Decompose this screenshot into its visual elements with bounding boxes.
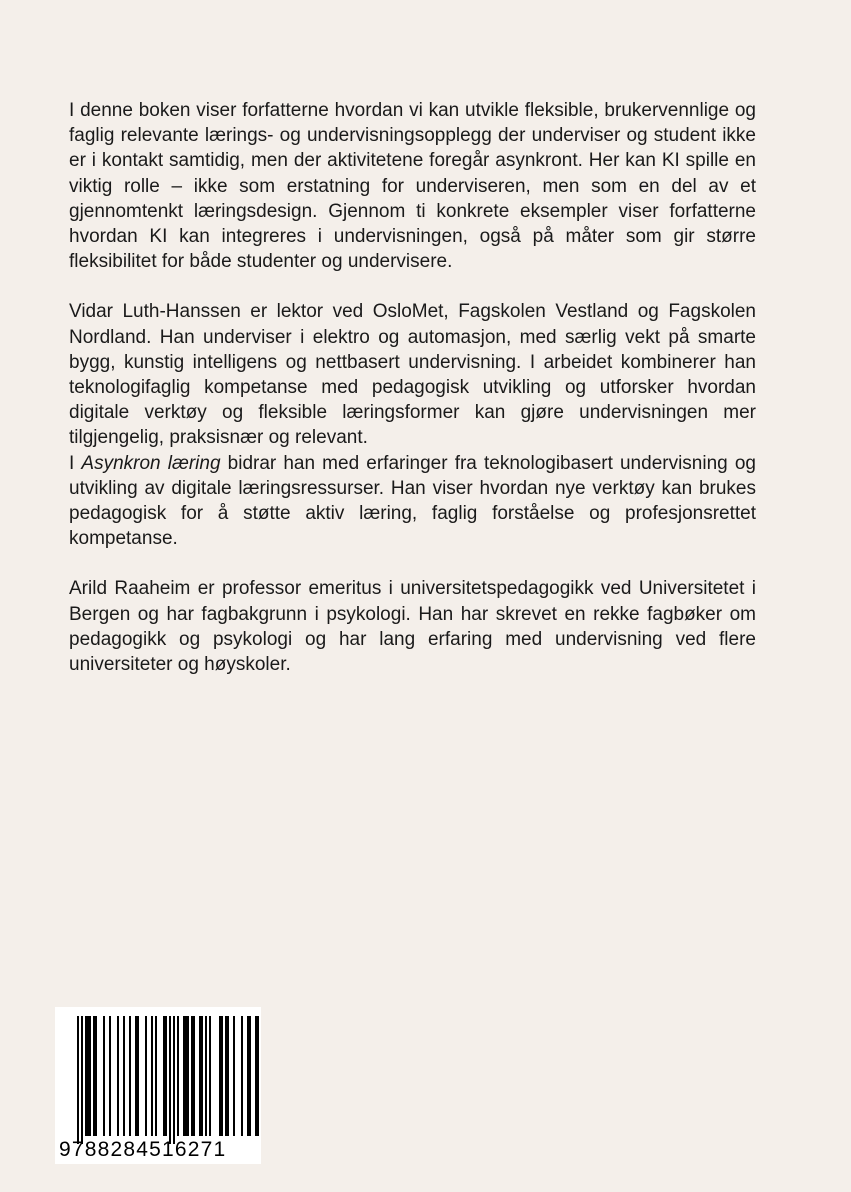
barcode-bar — [103, 1016, 105, 1136]
barcode-bar — [151, 1016, 153, 1136]
barcode-bar — [137, 1016, 139, 1136]
barcode-bar — [89, 1016, 91, 1136]
barcode-bar — [117, 1016, 119, 1136]
back-cover-text — [69, 98, 756, 677]
barcode-bar — [241, 1016, 243, 1136]
barcode-bar — [219, 1016, 221, 1136]
barcode-bar — [95, 1016, 97, 1136]
barcode-bar — [249, 1016, 251, 1136]
isbn-number: 9788284516271 — [59, 1138, 227, 1161]
barcode-bar — [109, 1016, 111, 1136]
barcode-bar — [129, 1016, 131, 1136]
author1-contribution-paragraph — [69, 451, 756, 552]
barcode-bar — [123, 1016, 125, 1136]
barcode-bar — [199, 1016, 201, 1136]
barcode-bar — [225, 1016, 227, 1136]
barcode-bar — [255, 1016, 257, 1136]
barcode-bar — [93, 1016, 95, 1136]
barcode-bar — [85, 1016, 87, 1136]
contribution-prefix: I — [69, 452, 82, 474]
barcode-bar — [209, 1016, 211, 1136]
barcode-bar — [205, 1016, 207, 1136]
paragraph-spacer — [69, 551, 756, 576]
barcode-bar — [193, 1016, 195, 1136]
barcode-bar — [247, 1016, 249, 1136]
barcode-bar — [177, 1016, 179, 1136]
barcode-bar — [173, 1016, 175, 1144]
isbn-barcode — [55, 1007, 261, 1164]
intro-paragraph: I denne boken viser forfatterne hvordan vi kan utvikle fleksible, brukervennlige og faglig relevante lærings- og undervisningsopplegg der underviser og student ikke er i kontakt samtidig, men der aktivitetene foregår asynkront. Her kan KI spille en viktig rolle – ikke som erstatning for underviseren, men som en del av et gjennomtenkt læringsdesign. Gjennom ti konkrete eksempler viser forfatterne hvordan KI kan integreres i undervisningen, også på måter som gir større fleksibilitet for både studenter og undervisere. — [69, 100, 756, 273]
author2-bio-paragraph: Arild Raaheim er professor emeritus i universitetspedagogikk ved Universitetet i Bergen og har fagbakgrunn i psykologi. Han har skrevet en rekke fagbøker om pedagogikk og psykologi og har lang erfaring med undervisning ved flere universiteter og høyskoler. — [69, 578, 756, 676]
barcode-bar — [145, 1016, 147, 1136]
barcode-bar — [81, 1016, 83, 1144]
barcode-bar — [201, 1016, 203, 1136]
barcode-bar — [163, 1016, 165, 1136]
barcode-bar — [233, 1016, 235, 1136]
barcode-bar — [227, 1016, 229, 1136]
barcode-bar — [257, 1016, 259, 1136]
barcode-bar — [135, 1016, 137, 1136]
barcode-bar — [183, 1016, 185, 1136]
barcode-bar — [185, 1016, 187, 1136]
barcode-bar — [155, 1016, 157, 1136]
barcode-bar — [187, 1016, 189, 1136]
barcode-bar — [77, 1016, 79, 1144]
barcode-bar — [165, 1016, 167, 1136]
book-title: Asynkron læring — [81, 452, 221, 474]
contribution-text: bidrar han med erfaringer fra teknologibasert undervisning og utvikling av digitale læringsressurser. Han viser hvordan nye verktøy kan brukes pedagogisk for å støtte aktiv læring, faglig forståelse og profesjonsrettet kompetanse. — [69, 452, 756, 550]
barcode-bar — [87, 1016, 89, 1136]
barcode-bar — [221, 1016, 223, 1136]
author1-bio-paragraph: Vidar Luth-Hanssen er lektor ved OsloMet, Fagskolen Vestland og Fagskolen Nordland. Han underviser i elektro og automasjon, med særlig vekt på smarte bygg, kunstig intelligens og nettbasert undervisning. I arbeidet kombinerer han teknologifaglig kompetanse med pedagogisk utvikling og utforsker hvordan digitale verktøy og fleksible læringsformer kan gjøre undervisningen mer tilgjengelig, praksisnær og relevant. — [69, 301, 756, 449]
paragraph-spacer — [69, 274, 756, 299]
barcode-bar — [191, 1016, 193, 1136]
barcode-bar — [169, 1016, 171, 1144]
